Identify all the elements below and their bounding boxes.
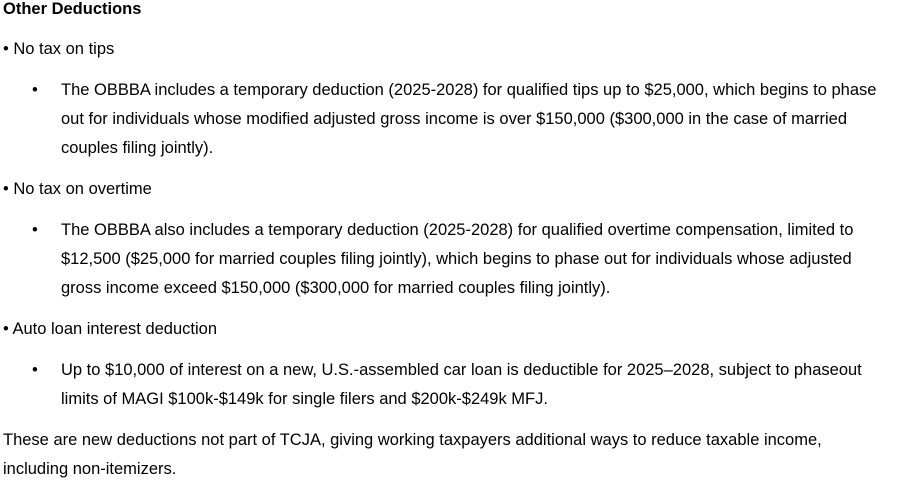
sub-bullet-overtime [32, 216, 892, 303]
sub-bullet-auto-loan [32, 356, 892, 414]
bullet-dot: • [32, 81, 38, 99]
sub-bullet-text: The OBBBA includes a temporary deduction (2025-2028) for qualified tips up to $25,000, which begins to phase out for individuals whose modified adjusted gross income is over $150,000 ($300,000 in the case of married couples filing jointly). [61, 81, 877, 157]
bullet-no-tax-on-overtime: • No tax on overtime [3, 180, 152, 198]
bullet-dot: • [32, 221, 38, 239]
closing-paragraph: These are new deductions not part of TCJA, giving working taxpayers additional ways to reduce taxable income, including non-itemizers. [3, 431, 822, 478]
sub-bullet-tips [32, 76, 892, 163]
section-heading: Other Deductions [3, 0, 142, 18]
sub-bullet-text: Up to $10,000 of interest on a new, U.S.-assembled car loan is deductible for 2025–2028, subject to phaseout limits of MAGI $100k-$149k for single filers and $200k-$249k MFJ. [61, 361, 862, 408]
bullet-auto-loan-interest: • Auto loan interest deduction [3, 320, 218, 338]
bullet-dot: • [32, 361, 38, 379]
bullet-no-tax-on-tips: • No tax on tips [3, 40, 115, 58]
sub-bullet-text: The OBBBA also includes a temporary deduction (2025-2028) for qualified overtime compensation, limited to $12,500 ($25,000 for married couples filing jointly), which begins to phase out for individuals whose adjusted gross income exceed $150,000 ($300,000 for married couples filing jointly). [61, 221, 854, 297]
